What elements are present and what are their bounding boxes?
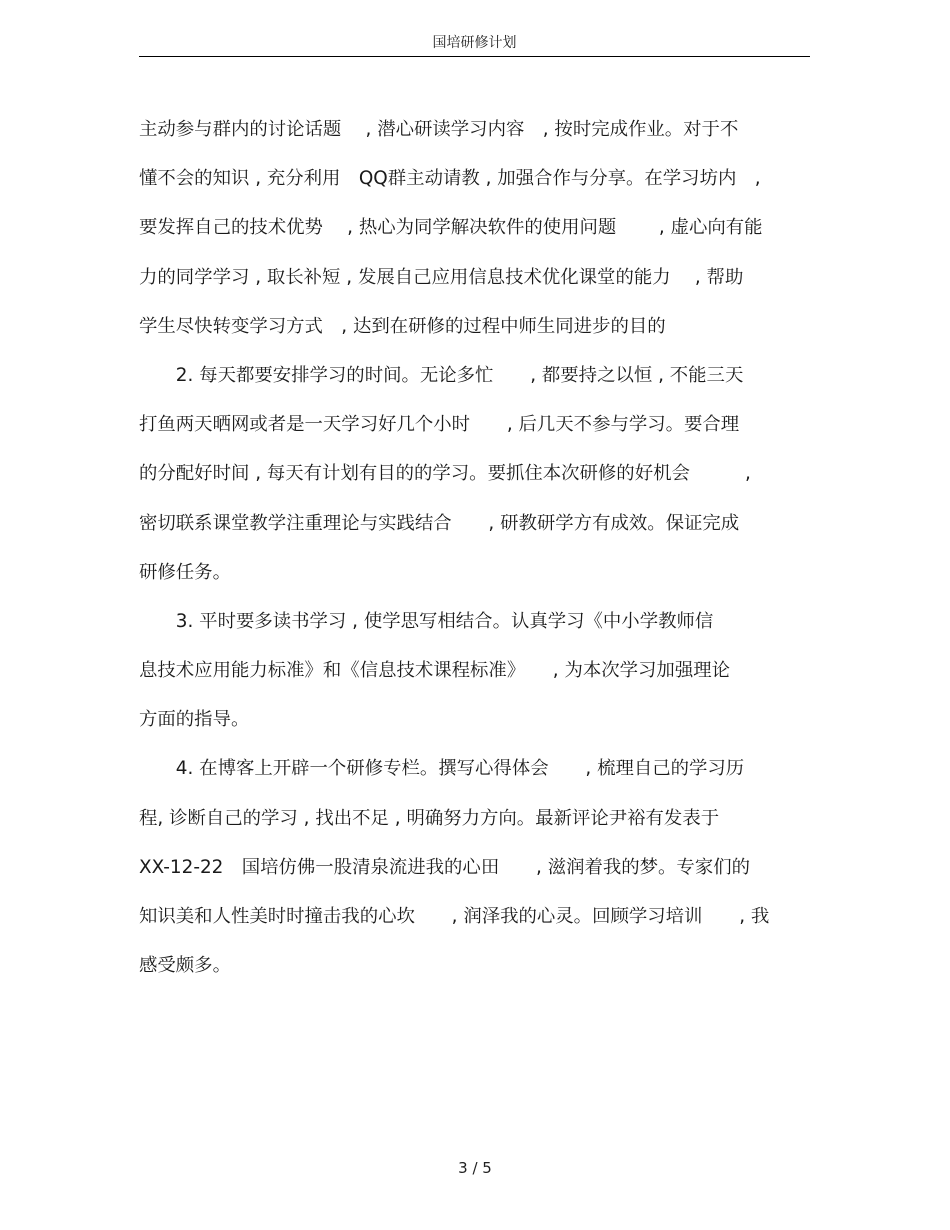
body-line: 方面的指导。 — [139, 709, 250, 731]
body-line: 要发挥自己的技术优势 , 热心为同学解决软件的使用问题 , 虚心向有能 — [139, 217, 763, 239]
body-line: 3. 平时要多读书学习 , 使学思写相结合。认真学习《中小学教师信 — [139, 610, 714, 632]
body-line: 4. 在博客上开辟一个研修专栏。撰写心得体会 , 梳理自己的学习历 — [139, 758, 745, 780]
body-line: XX-12-22 国培仿佛一股清泉流进我的心田 , 滋润着我的梦。专家们的 — [139, 856, 750, 878]
body-line: 力的同学学习 , 取长补短 , 发展自己应用信息技术优化课堂的能力 , 帮助 — [139, 266, 744, 288]
body-line: 研修任务。 — [139, 561, 231, 583]
body-line: 学生尽快转变学习方式 , 达到在研修的过程中师生同进步的目的 — [139, 315, 666, 337]
body-line: 打鱼两天晒网或者是一天学习好几个小时 , 后几天不参与学习。要合理 — [139, 414, 740, 436]
body-line: 主动参与群内的讨论话题 , 潜心研读学习内容 , 按时完成作业。对于不 — [139, 119, 739, 140]
body-line: 感受颇多。 — [139, 955, 231, 977]
document-body — [139, 105, 811, 990]
body-line: 息技术应用能力标准》和《信息技术课程标准》 , 为本次学习加强理论 — [139, 660, 730, 682]
body-line: 程, 诊断自己的学习 , 找出不足 , 明确努力方向。最新评论尹裕有发表于 — [139, 807, 720, 829]
body-line: 2. 每天都要安排学习的时间。无论多忙 , 都要持之以恒 , 不能三天 — [139, 364, 744, 386]
body-line: 密切联系课堂教学注重理论与实践结合 , 研教研学方有成效。保证完成 — [139, 512, 740, 534]
header-divider — [139, 56, 810, 57]
body-line: 的分配好时间 , 每天有计划有目的的学习。要抓住本次研修的好机会 , — [139, 463, 751, 485]
page-number: 3 / 5 — [458, 1159, 492, 1177]
document-header-title: 国培研修计划 — [432, 35, 517, 51]
body-line: 懂不会的知识 , 充分利用 QQ群主动请教 , 加强合作与分享。在学习坊内 , — [139, 168, 761, 190]
body-line: 知识美和人性美时时撞击我的心坎 , 润泽我的心灵。回顾学习培训 , 我 — [139, 906, 770, 927]
